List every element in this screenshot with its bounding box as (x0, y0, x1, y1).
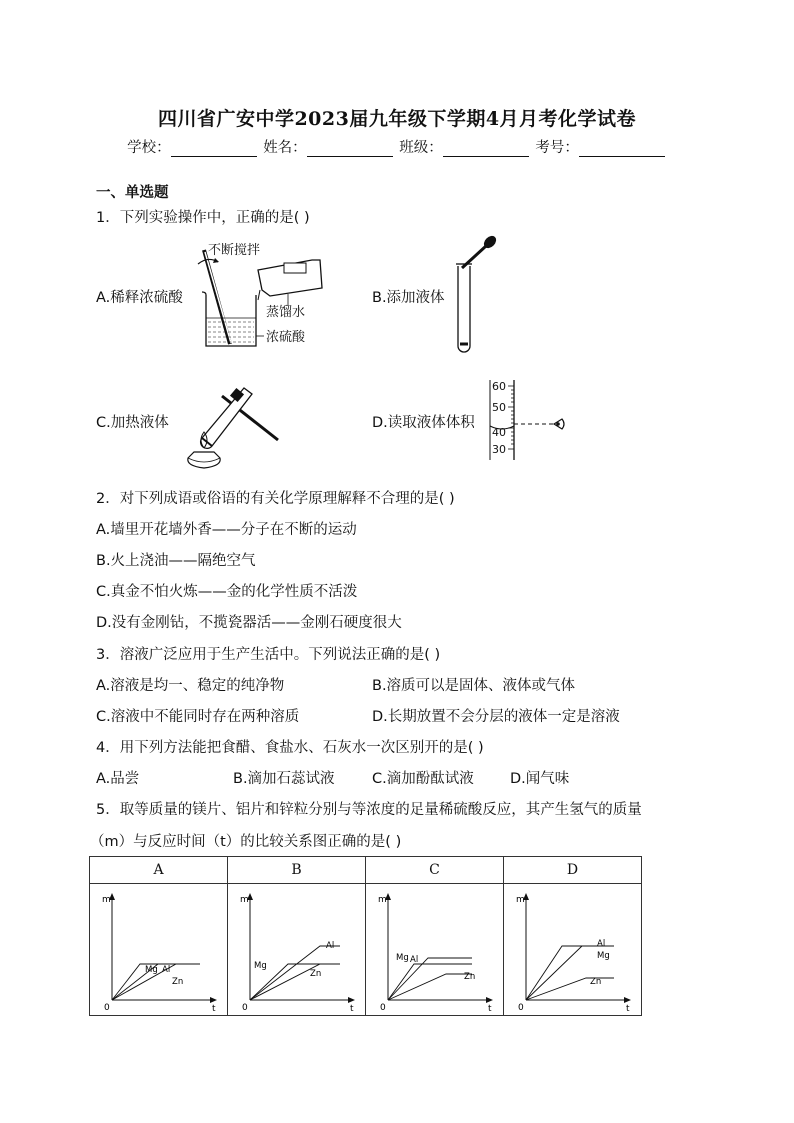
q3-option-d[interactable]: D.长期放置不会分层的液体一定是溶液 (372, 709, 620, 725)
series-label: Zn (172, 977, 184, 987)
question-4-stem: 4．用下列方法能把食醋、食盐水、石灰水一次区别开的是( ) (96, 740, 484, 756)
beaker (206, 295, 256, 346)
question-1-stem: 1．下列实验操作中，正确的是( ) (96, 210, 310, 226)
q3-option-c[interactable]: C.溶液中不能同时存在两种溶质 (96, 709, 300, 725)
q3-option-b[interactable]: B.溶质可以是固体、液体或气体 (372, 678, 576, 694)
q1-option-c[interactable]: C.加热液体 (96, 415, 169, 431)
x-arrow-icon (624, 997, 631, 1003)
water-label: 蒸馏水 (266, 305, 306, 320)
x-arrow-icon (210, 997, 217, 1003)
q4-option-a[interactable]: A.品尝 (96, 771, 140, 787)
graph-cell-b[interactable] (228, 884, 366, 1016)
q1-option-d[interactable]: D.读取液体体积 (372, 415, 475, 431)
school-label: 学校： (127, 140, 171, 156)
name-label: 姓名： (263, 140, 307, 156)
school-blank[interactable] (171, 142, 257, 157)
series-line-al (250, 946, 340, 1000)
question-5-stem-line2: （m）与反应时间（t）的比较关系图正确的是( ) (90, 834, 402, 850)
tick-label: 40 (492, 426, 506, 439)
dropper (462, 246, 486, 268)
number-blank[interactable] (579, 142, 665, 157)
series-label: Mg (396, 953, 409, 963)
series-label: Al (597, 939, 606, 949)
heat-liquid-figure (178, 378, 280, 474)
series-label: Mg (254, 961, 267, 971)
series-label: Al (410, 955, 419, 965)
graph-cell-c[interactable] (366, 884, 504, 1016)
q2-option-d[interactable]: D.没有金刚钻，不揽瓷器活——金刚石硬度很大 (96, 615, 402, 631)
x-axis-label: t (488, 1004, 492, 1011)
q1-option-a[interactable]: A.稀释浓硫酸 (96, 290, 183, 306)
series-label: Mg (597, 951, 610, 961)
section-heading: 一、单选题 (96, 185, 169, 201)
class-label: 班级： (399, 140, 443, 156)
series-label: Al (326, 941, 335, 951)
test-tube (458, 266, 470, 352)
x-axis-label: t (350, 1004, 354, 1011)
series-label: Al (162, 965, 171, 975)
tick-label: 30 (492, 443, 506, 456)
tick-label: 60 (492, 380, 506, 393)
graph-b (228, 884, 365, 1011)
stir-label: 不断搅拌 (208, 243, 261, 258)
graph-header-c: C (366, 857, 504, 884)
heated-tube (201, 388, 252, 448)
series-label: Mg (145, 965, 158, 975)
origin-label: 0 (104, 1003, 110, 1011)
y-axis-label: m (378, 895, 387, 905)
page-title: 四川省广安中学2023届九年级下学期4月月考化学试卷 (157, 108, 637, 130)
y-axis-label: m (240, 895, 249, 905)
graph-a (90, 884, 227, 1011)
q2-option-c[interactable]: C.真金不怕火炼——金的化学性质不活泼 (96, 584, 358, 600)
q4-option-c[interactable]: C.滴加酚酞试液 (372, 771, 474, 787)
x-axis-label: t (626, 1004, 630, 1011)
class-blank[interactable] (443, 142, 529, 157)
graph-options-table (89, 856, 642, 1016)
graph-d (504, 884, 641, 1011)
y-axis-label: m (516, 895, 525, 905)
graph-c (366, 884, 503, 1011)
tick-label: 50 (492, 401, 506, 414)
name-blank[interactable] (307, 142, 393, 157)
question-5-stem-line1: 5．取等质量的镁片、铝片和锌粒分别与等浓度的足量稀硫酸反应，其产生氢气的质量 (96, 802, 642, 818)
series-label: Zn (464, 972, 476, 982)
dilute-acid-figure (196, 240, 336, 352)
graph-header-a: A (90, 857, 228, 884)
student-info-row (0, 136, 794, 157)
graph-cell-d[interactable] (504, 884, 642, 1016)
x-arrow-icon (486, 997, 493, 1003)
q4-option-b[interactable]: B.滴加石蕊试液 (233, 771, 335, 787)
q3-option-a[interactable]: A.溶液是均一、稳定的纯净物 (96, 678, 285, 694)
question-3-stem: 3．溶液广泛应用于生产生活中。下列说法正确的是( ) (96, 647, 441, 663)
x-arrow-icon (348, 997, 355, 1003)
y-axis-label: m (102, 895, 111, 905)
origin-label: 0 (380, 1003, 386, 1011)
q4-option-d[interactable]: D.闻气味 (510, 771, 570, 787)
series-label: Zn (310, 969, 322, 979)
graph-cell-a[interactable] (90, 884, 228, 1016)
q1-option-b[interactable]: B.添加液体 (372, 290, 445, 306)
number-label: 考号： (535, 140, 579, 156)
x-axis-label: t (212, 1004, 216, 1011)
origin-label: 0 (242, 1003, 248, 1011)
graph-header-b: B (228, 857, 366, 884)
graph-header-d: D (504, 857, 642, 884)
acid-label: 浓硫酸 (266, 330, 306, 345)
question-2-stem: 2．对下列成语或俗语的有关化学原理解释不合理的是( ) (96, 491, 455, 507)
q2-option-b[interactable]: B.火上浇油——隔绝空气 (96, 553, 256, 569)
add-liquid-figure (450, 234, 500, 358)
read-volume-figure (486, 378, 570, 462)
q2-option-a[interactable]: A.墙里开花墙外香——分子在不断的运动 (96, 522, 357, 538)
series-label: Zn (590, 977, 602, 987)
origin-label: 0 (518, 1003, 524, 1011)
